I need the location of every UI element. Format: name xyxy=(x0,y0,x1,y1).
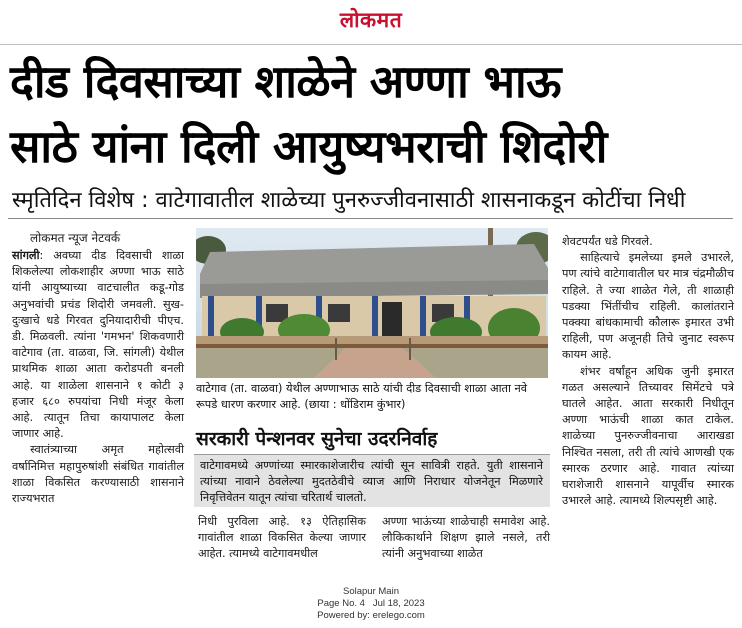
section-heading: सरकारी पेन्शनवर सुनेचा उदरनिर्वाह xyxy=(196,428,438,450)
subheadline-divider xyxy=(8,218,733,219)
paragraph-2: स्वातंत्र्याच्या अमृत महोत्सवी वर्षानिमित्त महापुरुषांशी संबंधित गावांतील शाळा विकसित करण्यासाठी शासनाने राज्यभरात xyxy=(12,443,184,506)
article-column-3: अण्णा भाऊंच्या शाळेचाही समावेश आहे. लौकिकार्थाने शिक्षण झाले नसले, तरी त्यांनी अनुभवाच्या शाळेत xyxy=(382,515,550,561)
masthead-divider xyxy=(0,44,742,45)
paragraph-1-text: : अवघ्या दीड दिवसाची शाळा शिकलेल्या लोकशाहीर अण्णा भाऊ साठे यांनी आयुष्याच्या वाटचालीत कडू-गोड अनुभवांची प्रचंड शिदोरी जमवली. सुख-दुःखाचे धडे गिरवत दुनियादारीची पीएच. डी. मिळवली. त्यांना 'गमभन' शिकवणारी वाटेगाव (ता. वाळवा, जि. सांगली) येथील प्राथमिक शाळा आता करोडपती बनली आहे. या शाळेला शासनाने १ कोटी ३ हजार ६८० रुपयांचा निधी मंजूर केला आहे. त्यातून तिचा कायापालट केला जाणार आहे. xyxy=(12,249,184,441)
paragraph-3: साहित्याचे इमलेच्या इमले उभारले, पण त्यांचे वाटेगावातील घर मात्र चंद्रमौळीच राहिले. ते ज्या शाळेत गेले, ती शाळाही पडक्या भिंतींचीच राहिली. कालांतराने पक्क्या बांधकामाची कौलारू इमारत उभी राहिली, पण अजूनही तिचे जुनाट स्वरूप कायम आहे. xyxy=(562,251,734,362)
headline-line-1: दीड दिवसाच्या शाळेने अण्णा भाऊ xyxy=(10,55,562,108)
headline-line-2: साठे यांना दिली आयुष्यभराची शिदोरी xyxy=(10,120,607,173)
article-column-4 xyxy=(562,234,734,509)
dateline: सांगली xyxy=(12,249,40,262)
article-column-1 xyxy=(12,248,184,507)
highlight-box xyxy=(194,454,550,507)
subheadline: स्मृतिदिन विशेष : वाटेगावातील शाळेच्या पुनरुज्जीवनासाठी शासनाकडून कोटींचा निधी xyxy=(12,188,686,213)
footer-page-date: Page No. 4 Jul 18, 2023 xyxy=(317,598,425,609)
masthead-logo: लोकमत xyxy=(339,8,403,32)
photo-caption: वाटेगाव (ता. वाळवा) येथील अण्णाभाऊ साठे यांची दीड दिवसाची शाळा आता नवे रूपडे धारण करणार आहे. (छाया : धोंडिराम कुंभार) xyxy=(196,382,528,411)
paragraph-continuation: शेवटपर्यंत धडे गिरवले. xyxy=(562,235,653,248)
paragraph-1 xyxy=(12,248,184,442)
byline: लोकमत न्यूज नेटवर्क xyxy=(30,231,121,245)
article-column-2: निधी पुरविला आहे. १३ ऐतिहासिक गावांतील शाळा विकसित केल्या जाणार आहेत. त्यामध्ये वाटेगावमधील xyxy=(198,515,366,561)
school-photo xyxy=(196,228,548,378)
paragraph-4: शंभर वर्षांहून अधिक जुनी इमारत गळत असल्याने तिच्यावर सिमेंटचे पत्रे घातले आहेत. आता सरकारी निधीतून अण्णा भाऊंची शाळा कात टाकेल. शाळेच्या पुनरुज्जीवनाचा आराखडा निश्चित नसला, तरी ती त्यांचे आणखी एक स्मारक ठरणार आहे. गावात त्यांच्या घराशेजारी शासनाने यापूर्वीच स्मारक उभारले आहे. त्यामध्ये शिल्पसृष्टी आहे. xyxy=(562,364,734,508)
footer-powered-by[interactable]: Powered by: erelego.com xyxy=(317,610,425,621)
footer-edition: Solapur Main xyxy=(343,586,399,597)
highlight-box-text: वाटेगावमध्ये अण्णांच्या स्मारकाशेजारीच त्यांची सून सावित्री राहते. युती शासनाने त्यांच्या नावाने ठेवलेल्या मुदतठेवीचे व्याज आणि निराधार योजनेतून मिळणारे निवृत्तिवेतन यातून त्यांचा चरितार्थ चालतो. xyxy=(200,459,543,504)
school-building-image xyxy=(196,228,548,378)
